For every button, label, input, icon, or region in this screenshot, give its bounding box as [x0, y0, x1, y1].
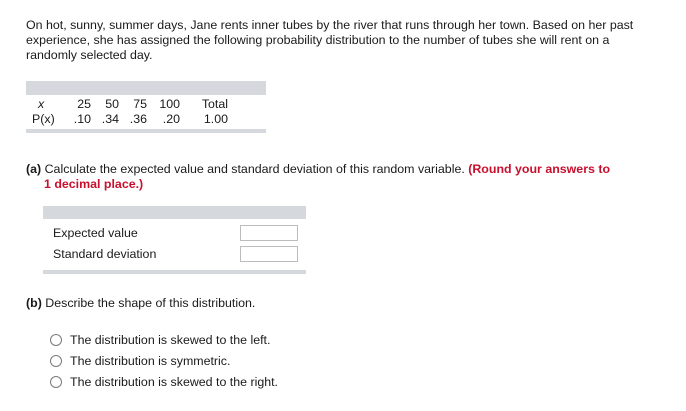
option-skewed-left[interactable]	[50, 329, 278, 350]
p-value-1: .10	[73, 112, 91, 126]
x-label: x	[38, 97, 45, 111]
probability-distribution-table	[26, 81, 266, 133]
part-a-answer-table	[43, 206, 306, 274]
p-row	[26, 112, 232, 127]
part-b-label: (b)	[26, 296, 42, 310]
option-label: The distribution is symmetric.	[70, 353, 231, 368]
radio-button[interactable]	[50, 355, 62, 367]
standard-deviation-label: Standard deviation	[53, 247, 157, 261]
part-a-text: Calculate the expected value and standard deviation of this random variable.	[44, 162, 465, 176]
p-label: P(x)	[32, 112, 55, 126]
expected-value-row	[43, 223, 306, 244]
shape-options	[50, 329, 278, 392]
rounding-instruction-cont: 1 decimal place.)	[44, 177, 144, 191]
answer-table-footer-bar	[43, 270, 306, 274]
p-value-3: .36	[129, 112, 147, 126]
standard-deviation-row	[43, 244, 306, 265]
expected-value-label: Expected value	[53, 226, 138, 240]
x-value-3: 75	[133, 97, 147, 111]
total-label: Total	[201, 97, 228, 111]
expected-value-input[interactable]	[240, 225, 298, 241]
radio-button[interactable]	[50, 334, 62, 346]
x-value-2: 50	[105, 97, 119, 111]
part-a-label: (a)	[26, 162, 42, 176]
p-value-2: .34	[101, 112, 119, 126]
table-header-bar	[26, 81, 266, 95]
distribution-grid	[26, 97, 232, 127]
option-label: The distribution is skewed to the left.	[70, 332, 271, 347]
x-row	[26, 97, 232, 112]
option-label: The distribution is skewed to the right.	[70, 374, 278, 389]
part-b-question	[26, 296, 255, 311]
part-b-text: Describe the shape of this distribution.	[45, 296, 256, 310]
option-symmetric[interactable]	[50, 350, 278, 371]
x-value-1: 25	[77, 97, 91, 111]
rounding-instruction: (Round your answers to	[468, 162, 611, 176]
standard-deviation-input[interactable]	[240, 246, 298, 262]
x-value-4: 100	[159, 97, 180, 111]
problem-statement	[26, 18, 656, 63]
radio-button[interactable]	[50, 376, 62, 388]
part-a-question	[26, 162, 656, 192]
answer-table-header-bar	[43, 206, 306, 219]
option-skewed-right[interactable]	[50, 371, 278, 392]
total-value: 1.00	[203, 112, 228, 126]
p-value-4: .20	[162, 112, 180, 126]
problem-text: On hot, sunny, summer days, Jane rents inner tubes by the river that runs through her town. Based on her past experience, she has assigned the following probability distribution to the number of tubes she will rent on a randomly selected day.	[26, 18, 634, 62]
table-footer-bar	[26, 129, 266, 133]
